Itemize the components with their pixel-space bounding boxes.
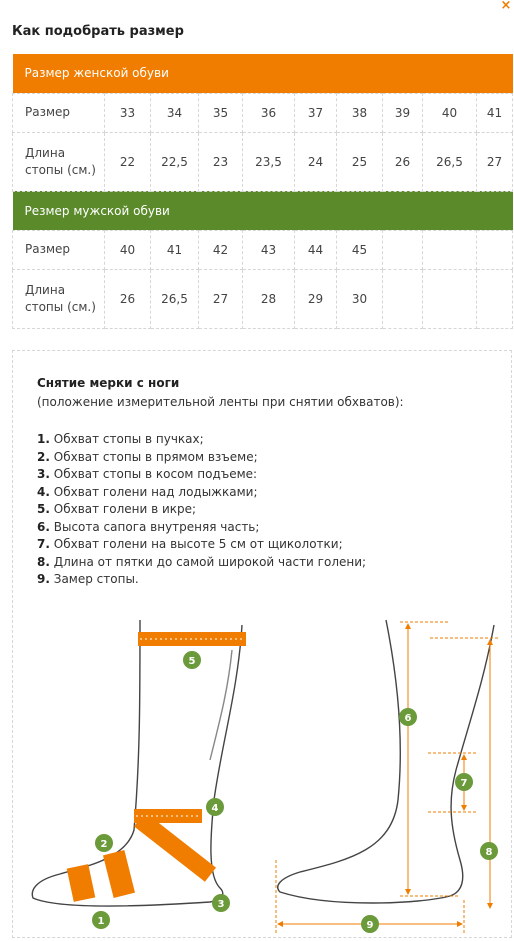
women-length-cell: 22 [105, 132, 151, 191]
men-length-cell: 26 [105, 269, 151, 328]
item-number: 7. [37, 537, 50, 551]
page-title: Как подобрать размер [12, 24, 184, 39]
item-text: Обхват голени в икре; [53, 502, 197, 516]
women-length-cell: 26 [383, 132, 423, 191]
measure-title: Снятие мерки с ноги [37, 376, 180, 390]
svg-text:8: 8 [485, 847, 493, 858]
men-size-cell: 44 [295, 230, 337, 269]
item-text: Длина от пятки до самой широкой части голени; [53, 554, 367, 569]
women-size-label: Размер [13, 93, 105, 132]
svg-text:5: 5 [188, 656, 196, 667]
item-number: 8. [37, 554, 50, 569]
women-size-cell: 34 [151, 93, 199, 132]
svg-text:4: 4 [211, 803, 219, 814]
item-number: 4. [37, 484, 50, 499]
women-length-cell: 23,5 [243, 132, 295, 191]
item-text: Обхват стопы в косом подъеме: [53, 467, 258, 481]
close-button[interactable]: × [500, 0, 512, 13]
svg-text:7: 7 [460, 778, 468, 789]
badge-8 [480, 842, 498, 860]
men-length-cell: 27 [199, 269, 243, 328]
women-size-cell: 41 [477, 93, 513, 132]
men-size-cell: 45 [337, 230, 383, 269]
left-leg-outline [32, 620, 242, 906]
women-size-cell: 36 [243, 93, 295, 132]
item-number: 9. [37, 572, 50, 586]
item-text: Обхват голени на высоте 5 см от щиколотки; [53, 537, 343, 551]
item-text: Высота сапога внутреняя часть; [53, 519, 260, 534]
svg-text:9: 9 [366, 920, 374, 931]
women-length-cell: 25 [337, 132, 383, 191]
item-text: Замер стопы. [53, 572, 139, 586]
svg-text:1: 1 [97, 916, 105, 927]
women-size-heading: Размер женской обуви [13, 54, 513, 93]
measure-subtitle: (положение измерительной ленты при снятии обхватов): [37, 395, 404, 409]
women-length-cell: 27 [477, 132, 513, 191]
item-number: 1. [37, 432, 50, 446]
item-number: 5. [37, 502, 50, 516]
men-length-cell: 29 [295, 269, 337, 328]
badge-4 [206, 798, 224, 816]
men-length-cell: 26,5 [151, 269, 199, 328]
women-size-cell: 35 [199, 93, 243, 132]
women-length-cell: 22,5 [151, 132, 199, 191]
women-length-cell: 26,5 [423, 132, 477, 191]
svg-text:3: 3 [217, 899, 225, 910]
item-number: 6. [37, 519, 50, 534]
item-number: 2. [37, 449, 50, 464]
women-size-cell: 33 [105, 93, 151, 132]
women-size-cell: 40 [423, 93, 477, 132]
women-size-cell: 37 [295, 93, 337, 132]
right-leg-outline [278, 620, 494, 903]
women-size-cell: 38 [337, 93, 383, 132]
tape-ball [67, 864, 96, 902]
men-size-cell: 41 [151, 230, 199, 269]
women-length-cell: 24 [295, 132, 337, 191]
men-size-cell: 40 [105, 230, 151, 269]
men-size-cell: 42 [199, 230, 243, 269]
women-length-cell: 23 [199, 132, 243, 191]
badge-2 [95, 834, 113, 852]
badge-7 [455, 773, 473, 791]
badge-1 [92, 911, 110, 929]
svg-text:6: 6 [404, 713, 412, 724]
men-size-label: Размер [13, 230, 105, 269]
item-text: Обхват стопы в пучках; [53, 432, 204, 446]
item-text: Обхват стопы в прямом взъеме; [53, 449, 258, 464]
tape-instep [103, 850, 135, 898]
badge-6 [399, 708, 417, 726]
men-size-heading: Резмер мужской обуви [13, 191, 513, 230]
badge-5 [183, 651, 201, 669]
men-length-label: Длина стопы (см.) [13, 269, 105, 328]
badge-3 [212, 894, 230, 912]
men-length-cell: 30 [337, 269, 383, 328]
badge-9 [361, 915, 379, 933]
item-number: 3. [37, 467, 50, 481]
women-length-label: Длина стопы (см.) [13, 132, 105, 191]
men-length-cell: 28 [243, 269, 295, 328]
svg-text:2: 2 [100, 839, 108, 850]
women-size-cell: 39 [383, 93, 423, 132]
item-text: Обхват голени над лодыжками; [53, 484, 258, 499]
men-size-cell: 43 [243, 230, 295, 269]
